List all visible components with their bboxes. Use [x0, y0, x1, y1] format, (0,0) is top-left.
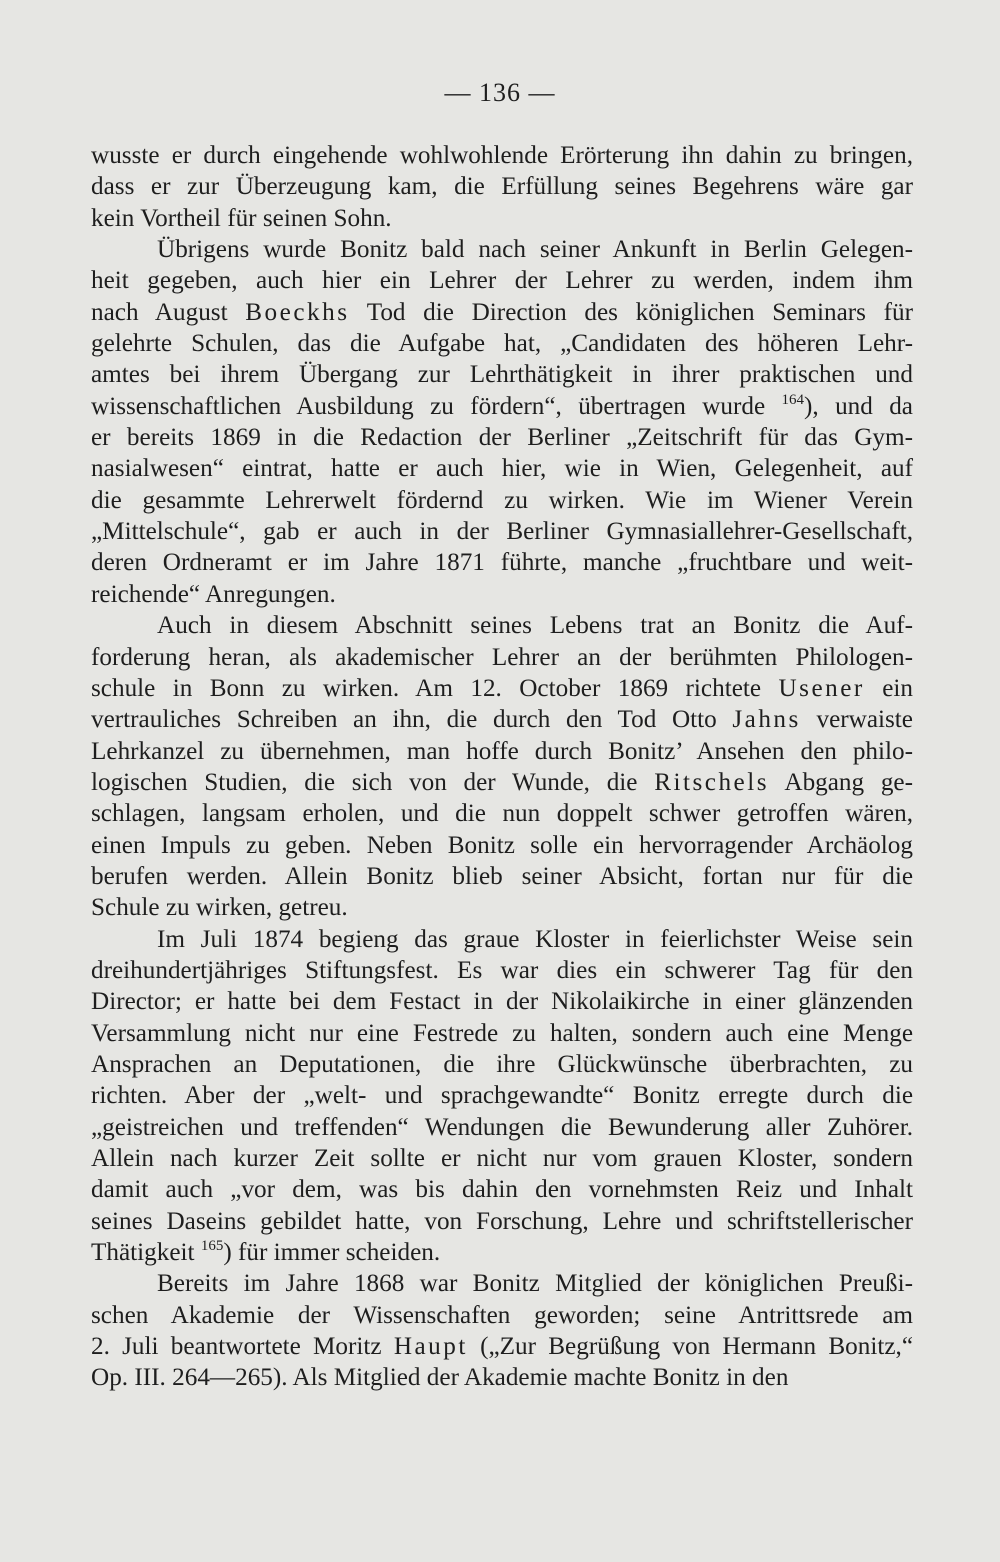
text-line: damit auch „vor dem, was bis dahin den vornehmsten Reiz und Inhalt — [91, 1176, 913, 1204]
paragraph — [91, 140, 913, 234]
text-line: wissenschaftlichen Ausbildung zu fördern“, übertragen wurde $^{164}$), und da — [91, 391, 913, 420]
text-line: Lehrkanzel zu übernehmen, man hoffe durch Bonitz’ Ansehen den philo- — [91, 737, 913, 765]
text-line: schen Akademie der Wissenschaften geworden; seine Antrittsrede am — [91, 1301, 913, 1329]
text-line: die gesammte Lehrerwelt fördernd zu wirken. Wie im Wiener Verein — [91, 486, 913, 514]
text-line: „Mittelschule“, gab er auch in der Berliner Gymnasiallehrer-Gesellschaft, — [91, 518, 913, 546]
text-line: Übrigens wurde Bonitz bald nach seiner Ankunft in Berlin Gelegen- — [157, 236, 913, 264]
text-line: dass er zur Überzeugung kam, die Erfüllung seines Begehrens wäre gar — [91, 173, 913, 201]
text-line: gelehrte Schulen, das die Aufgabe hat, „Candidaten des höheren Lehr- — [91, 330, 913, 358]
text-line: Auch in diesem Abschnitt seines Lebens trat an Bonitz die Auf- — [157, 612, 913, 640]
text-line: „geistreichen und treffenden“ Wendungen die Bewunderung aller Zuhörer. — [91, 1113, 913, 1141]
text-line: Schule zu wirken, getreu. — [91, 894, 348, 922]
paragraph — [91, 610, 913, 923]
text-line: Bereits im Jahre 1868 war Bonitz Mitglied der königlichen Preußi- — [157, 1270, 913, 1298]
text-line: schule in Bonn zu wirken. Am 12. October 1869 richtete Usener ein — [91, 674, 913, 702]
text-line: kein Vortheil für seinen Sohn. — [91, 204, 392, 232]
text-line: heit gegeben, auch hier ein Lehrer der Lehrer zu werden, indem ihm — [91, 267, 913, 295]
text-line: vertrauliches Schreiben an ihn, die durch den Tod Otto Jahns verwaiste — [91, 706, 913, 734]
text-line: berufen werden. Allein Bonitz blieb seiner Absicht, fortan nur für die — [91, 862, 913, 890]
body-text — [91, 140, 913, 1394]
text-line: richten. Aber der „welt- und sprachgewandte“ Bonitz erregte durch die — [91, 1082, 913, 1110]
text-line: deren Ordneramt er im Jahre 1871 führte, manche „fruchtbare und weit- — [91, 549, 913, 577]
text-line: Ansprachen an Deputationen, die ihre Glückwünsche überbrachten, zu — [91, 1050, 913, 1078]
text-line: nach August Boeckhs Tod die Direction des königlichen Seminars für — [91, 298, 913, 326]
paragraph — [91, 1268, 913, 1393]
text-line: 2. Juli beantwortete Moritz Haupt („Zur Begrüßung von Hermann Bonitz,“ — [91, 1333, 914, 1361]
paragraph — [91, 924, 913, 1269]
text-line: Thätigkeit $^{165}$) für immer scheiden. — [91, 1238, 441, 1267]
text-line: seines Daseins gebildet hatte, von Forschung, Lehre und schriftstellerischer — [91, 1207, 913, 1235]
text-line: einen Impuls zu geben. Neben Bonitz solle ein hervorragender Archäolog — [91, 831, 913, 859]
text-line: er bereits 1869 in die Redaction der Berliner „Zeitschrift für das Gym- — [91, 424, 913, 452]
text-line: Allein nach kurzer Zeit sollte er nicht nur vom grauen Kloster, sondern — [91, 1145, 913, 1172]
text-line: Director; er hatte bei dem Festact in der Nikolaikirche in einer glänzenden — [91, 988, 913, 1016]
text-line: amtes bei ihrem Übergang zur Lehrthätigkeit in ihrer praktischen und — [91, 361, 913, 389]
text-line: Versammlung nicht nur eine Festrede zu halten, sondern auch eine Menge — [91, 1019, 913, 1047]
text-line: logischen Studien, die sich von der Wunde, die Ritschels Abgang ge- — [91, 768, 914, 796]
paragraph — [91, 234, 913, 610]
text-line: schlagen, langsam erholen, und die nun doppelt schwer getroffen wären, — [91, 800, 913, 828]
text-line: forderung heran, als akademischer Lehrer an der berühmten Philologen- — [91, 643, 913, 671]
text-line: dreihundertjähriges Stiftungsfest. Es war dies ein schwerer Tag für den — [91, 956, 913, 984]
text-line: Im Juli 1874 begieng das graue Kloster in feierlichster Weise sein — [157, 925, 913, 953]
page-number: — 136 — — [444, 78, 556, 107]
text-line: nasialwesen“ eintrat, hatte er auch hier, wie in Wien, Gelegenheit, auf — [91, 455, 913, 483]
text-line: reichende“ Anregungen. — [91, 580, 336, 608]
text-line: wusste er durch eingehende wohlwohlende Erörterung ihn dahin zu bringen, — [91, 142, 913, 169]
text-line: Op. III. 264—265). Als Mitglied der Akademie machte Bonitz in den — [91, 1364, 789, 1392]
